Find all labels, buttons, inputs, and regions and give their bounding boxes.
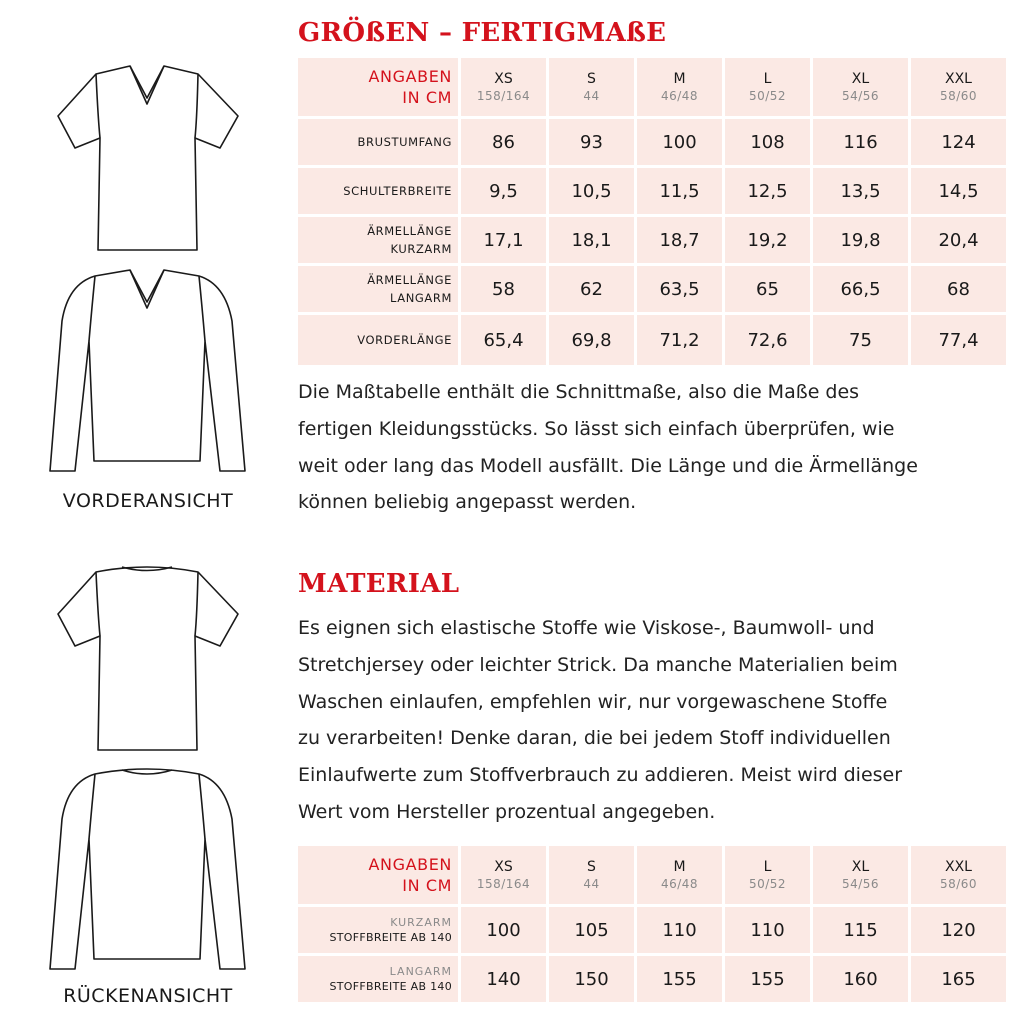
- table-cell: 155: [637, 956, 722, 1002]
- table-cell: 110: [637, 907, 722, 953]
- table-cell: 140: [461, 956, 546, 1002]
- paragraph-line: Wert vom Hersteller prozentual angegeben.: [298, 800, 716, 823]
- table-cell: 110: [725, 907, 810, 953]
- table-cell: 115: [813, 907, 908, 953]
- row-label: ÄRMELLÄNGE LANGARM: [298, 266, 458, 312]
- table-cell: 100: [637, 119, 722, 165]
- table-cell: 17,1: [461, 217, 546, 263]
- table-cell: 11,5: [637, 168, 722, 214]
- front-short-sleeve-tshirt-drawing: [50, 58, 245, 258]
- row-label: VORDERLÄNGE: [298, 315, 458, 365]
- table-cell: 20,4: [911, 217, 1006, 263]
- table-cell: 69,8: [549, 315, 634, 365]
- paragraph-line: weit oder lang das Modell ausfällt. Die Länge und die Ärmellänge: [298, 454, 918, 477]
- size-column-header: S 44: [549, 846, 634, 904]
- table-cell: 63,5: [637, 266, 722, 312]
- table-cell: 105: [549, 907, 634, 953]
- table-row: [298, 956, 1006, 1002]
- size-column-header: XL 54/56: [813, 846, 908, 904]
- paragraph-line: Einlaufwerte zum Stoffverbrauch zu addieren. Meist wird dieser: [298, 764, 903, 787]
- table-header-row: [298, 58, 1006, 116]
- fabric-consumption-table: [295, 843, 1009, 1005]
- size-column-header: S 44: [549, 58, 634, 116]
- row-label: KURZARM STOFFBREITE AB 140: [298, 907, 458, 953]
- material-paragraph: [298, 610, 998, 831]
- table-header-row: [298, 846, 1006, 904]
- table-row: [298, 217, 1006, 263]
- size-column-header: XXL 58/60: [911, 846, 1006, 904]
- back-view-label: RÜCKENANSICHT: [63, 985, 233, 1007]
- sizes-heading: GRÖßEN – FERTIGMAßE: [298, 18, 667, 48]
- size-column-header: XXL 58/60: [911, 58, 1006, 116]
- header-label-line2: IN CM: [402, 88, 452, 107]
- table-cell: 108: [725, 119, 810, 165]
- table-cell: 93: [549, 119, 634, 165]
- table-cell: 14,5: [911, 168, 1006, 214]
- table-cell: 19,8: [813, 217, 908, 263]
- table-row: [298, 907, 1006, 953]
- table-cell: 75: [813, 315, 908, 365]
- table-cell: 120: [911, 907, 1006, 953]
- back-long-sleeve-tshirt-drawing: [40, 764, 255, 979]
- table-cell: 68: [911, 266, 1006, 312]
- row-label: ÄRMELLÄNGE KURZARM: [298, 217, 458, 263]
- table-cell: 160: [813, 956, 908, 1002]
- sizes-paragraph: [298, 374, 998, 521]
- table-row: [298, 119, 1006, 165]
- header-label-line1: ANGABEN: [368, 67, 452, 86]
- table-cell: 150: [549, 956, 634, 1002]
- front-view-label: VORDERANSICHT: [62, 490, 234, 512]
- table-cell: 116: [813, 119, 908, 165]
- garment-illustrations: [0, 0, 290, 1024]
- paragraph-line: fertigen Kleidungsstücks. So lässt sich einfach überprüfen, wie: [298, 417, 895, 440]
- table-cell: 65,4: [461, 315, 546, 365]
- table-cell: 71,2: [637, 315, 722, 365]
- table-cell: 19,2: [725, 217, 810, 263]
- table-cell: 124: [911, 119, 1006, 165]
- paragraph-line: zu verarbeiten! Denke daran, die bei jedem Stoff individuellen: [298, 727, 891, 750]
- table-cell: 62: [549, 266, 634, 312]
- material-heading: MATERIAL: [298, 569, 460, 599]
- size-column-header: M 46/48: [637, 58, 722, 116]
- size-column-header: XS 158/164: [461, 58, 546, 116]
- table-cell: 18,7: [637, 217, 722, 263]
- size-column-header: L 50/52: [725, 846, 810, 904]
- table-cell: 66,5: [813, 266, 908, 312]
- table-cell: 65: [725, 266, 810, 312]
- size-column-header: XS 158/164: [461, 846, 546, 904]
- size-column-header: M 46/48: [637, 846, 722, 904]
- paragraph-line: können beliebig angepasst werden.: [298, 491, 637, 514]
- paragraph-line: Es eignen sich elastische Stoffe wie Viskose-, Baumwoll- und: [298, 617, 875, 639]
- table-row: [298, 266, 1006, 312]
- table-cell: 165: [911, 956, 1006, 1002]
- size-column-header: L 50/52: [725, 58, 810, 116]
- row-label: BRUSTUMFANG: [298, 119, 458, 165]
- paragraph-line: Waschen einlaufen, empfehlen wir, nur vorgewaschene Stoffe: [298, 690, 888, 713]
- table-row: [298, 315, 1006, 365]
- header-label-line2: IN CM: [402, 876, 452, 895]
- table-cell: 18,1: [549, 217, 634, 263]
- table-cell: 72,6: [725, 315, 810, 365]
- header-label-line1: ANGABEN: [368, 855, 452, 874]
- table-cell: 155: [725, 956, 810, 1002]
- finished-measurements-table: [295, 55, 1009, 368]
- table-cell: 9,5: [461, 168, 546, 214]
- front-long-sleeve-tshirt-drawing: [40, 266, 255, 481]
- size-column-header: XL 54/56: [813, 58, 908, 116]
- paragraph-line: Stretchjersey oder leichter Strick. Da manche Materialien beim: [298, 653, 898, 676]
- table-cell: 86: [461, 119, 546, 165]
- back-short-sleeve-tshirt-drawing: [50, 558, 245, 758]
- row-label: SCHULTERBREITE: [298, 168, 458, 214]
- table-cell: 100: [461, 907, 546, 953]
- header-label-cell: [298, 846, 458, 904]
- header-label-cell: [298, 58, 458, 116]
- table-cell: 12,5: [725, 168, 810, 214]
- table-cell: 58: [461, 266, 546, 312]
- table-cell: 77,4: [911, 315, 1006, 365]
- row-label: LANGARM STOFFBREITE AB 140: [298, 956, 458, 1002]
- table-cell: 13,5: [813, 168, 908, 214]
- table-cell: 10,5: [549, 168, 634, 214]
- paragraph-line: Die Maßtabelle enthält die Schnittmaße, also die Maße des: [298, 381, 860, 403]
- table-row: [298, 168, 1006, 214]
